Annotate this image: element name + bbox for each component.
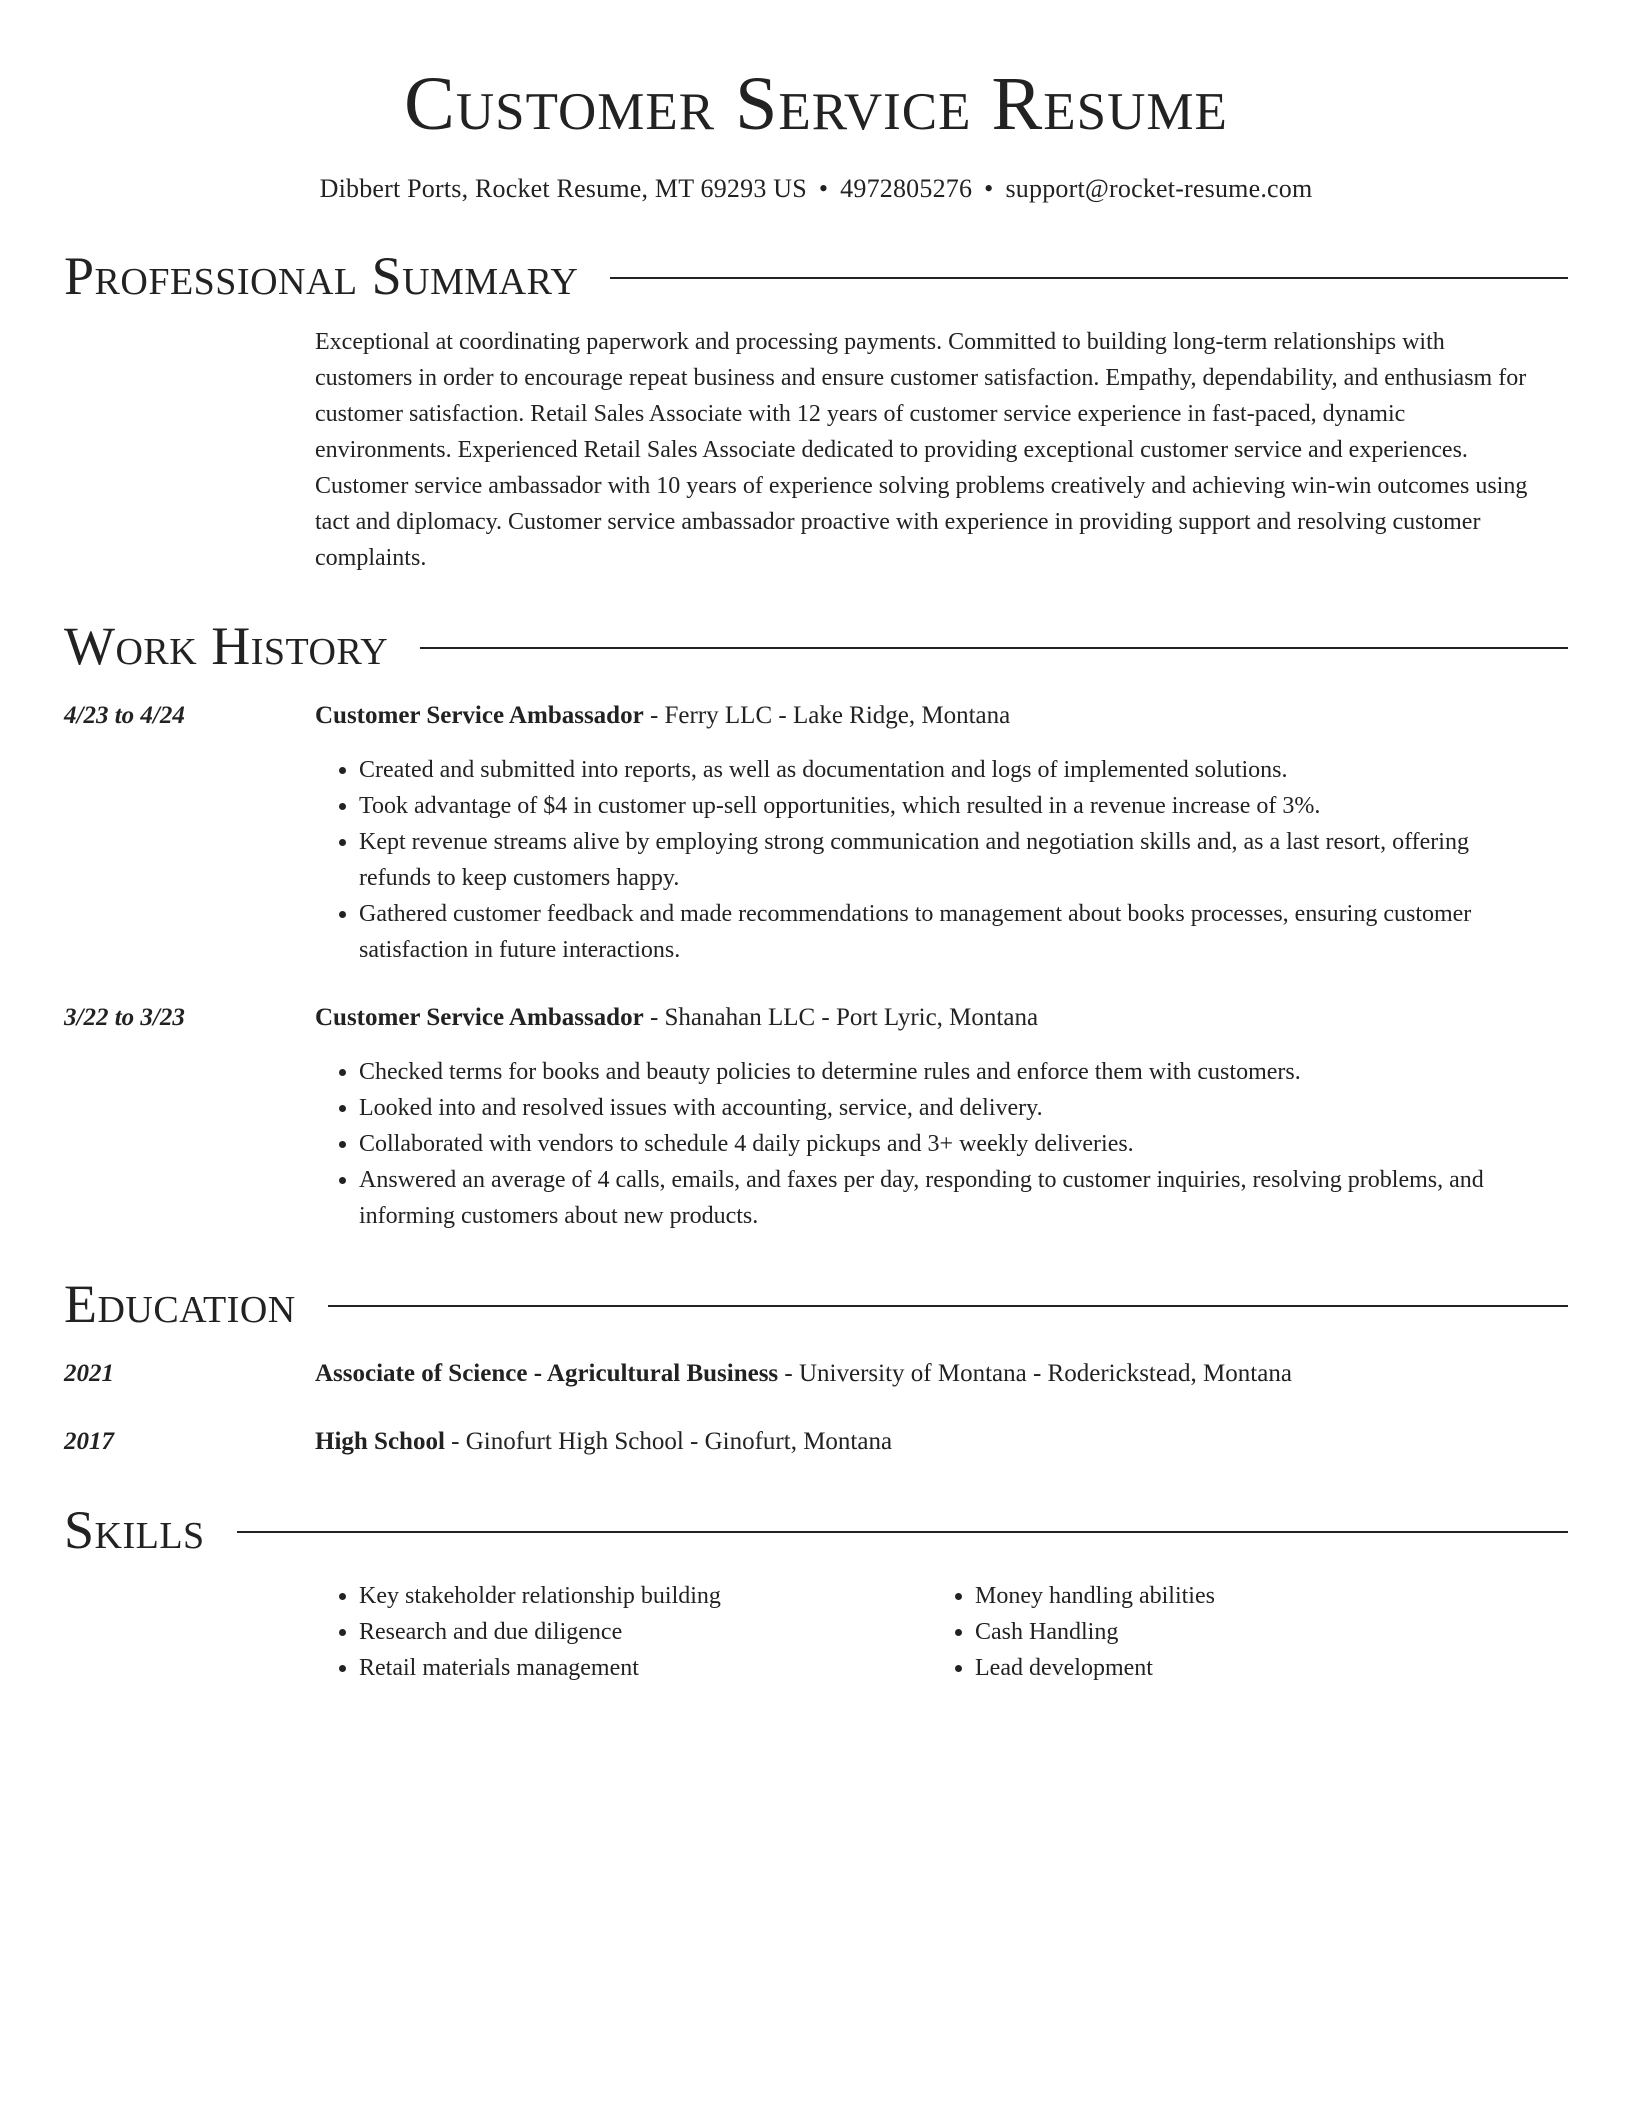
- education-year: 2021: [64, 1360, 114, 1387]
- work-section-heading: [64, 616, 1568, 676]
- education-degree: High School: [315, 1428, 445, 1455]
- education-entry: [64, 1356, 1568, 1392]
- job-header: [64, 1000, 1568, 1036]
- job-entry: [64, 1000, 1568, 1234]
- education-year: 2017: [64, 1428, 114, 1455]
- list-item: • Gathered customer feedback and made recommendations to management about books processes, ensuring customer satisfaction in future interactions.: [359, 896, 1485, 968]
- skills-list: [315, 1578, 1568, 1686]
- job-details: - Ferry LLC - Lake Ridge, Montana: [643, 702, 1011, 729]
- skills-column-right: [931, 1578, 1547, 1686]
- education-details: - University of Montana - Roderickstead, Montana: [778, 1360, 1292, 1387]
- list-item: • Checked terms for books and beauty policies to determine rules and enforce them with customers.: [359, 1054, 1485, 1090]
- list-item: • Answered an average of 4 calls, emails, and faxes per day, responding to customer inquiries, resolving problems, and informing customers about new products.: [359, 1162, 1485, 1234]
- job-bullets: [315, 1054, 1485, 1234]
- contact-phone: 4972805276: [840, 174, 973, 203]
- education-line: [315, 1424, 1568, 1460]
- summary-heading: Professional Summary: [64, 246, 579, 306]
- education-line: [315, 1356, 1568, 1392]
- list-item: • Took advantage of $4 in customer up-sell opportunities, which resulted in a revenue increase of 3%.: [359, 788, 1485, 824]
- contact-address: Dibbert Ports, Rocket Resume, MT 69293 US: [319, 174, 807, 203]
- job-details: - Shanahan LLC - Port Lyric, Montana: [643, 1004, 1039, 1031]
- resume-title: Customer Service Resume: [404, 62, 1228, 146]
- list-item: • Money handling abilities: [975, 1578, 1547, 1614]
- education-heading: Education: [64, 1274, 296, 1334]
- list-item: • Cash Handling: [975, 1614, 1547, 1650]
- job-title-line: [315, 1000, 1568, 1036]
- job-title: Customer Service Ambassador: [315, 702, 644, 729]
- list-item: • Retail materials management: [359, 1650, 931, 1686]
- education-details: - Ginofurt High School - Ginofurt, Montana: [444, 1428, 893, 1455]
- job-title-line: [315, 698, 1568, 734]
- list-item: • Lead development: [975, 1650, 1547, 1686]
- education-list: [64, 1356, 1568, 1460]
- list-item: • Research and due diligence: [359, 1614, 931, 1650]
- job-dates: 4/23 to 4/24: [64, 702, 185, 729]
- job-title: Customer Service Ambassador: [315, 1004, 644, 1031]
- contact-email: support@rocket-resume.com: [1005, 174, 1313, 203]
- work-heading: Work History: [64, 616, 389, 676]
- skills-heading: Skills: [64, 1500, 205, 1560]
- list-item: • Looked into and resolved issues with accounting, service, and delivery.: [359, 1090, 1485, 1126]
- job-bullets: [315, 752, 1485, 968]
- education-section-heading: [64, 1274, 1568, 1334]
- section-divider: [420, 647, 1568, 649]
- contact-separator: •: [984, 174, 994, 203]
- skills-section-heading: [64, 1500, 1568, 1560]
- job-entry: [64, 698, 1568, 968]
- list-item: • Kept revenue streams alive by employing strong communication and negotiation skills and, as a last resort, offering refunds to keep customers happy.: [359, 824, 1485, 896]
- list-item: • Created and submitted into reports, as well as documentation and logs of implemented solutions.: [359, 752, 1485, 788]
- education-entry: [64, 1424, 1568, 1460]
- education-degree: Associate of Science - Agricultural Business: [315, 1360, 779, 1387]
- job-dates: 3/22 to 3/23: [64, 1004, 185, 1031]
- contact-separator: •: [818, 174, 829, 203]
- summary-text: Exceptional at coordinating paperwork and processing payments. Committed to building long-term relationships with customers in order to encourage repeat business and ensure customer satisfaction. Empathy, dependability, and enthusiasm for customer satisfaction. Retail Sales Associate with 12 years of customer service experience in fast-paced, dynamic environments. Experienced Retail Sales Associate dedicated to providing exceptional customer service and experiences. Customer service ambassador with 10 years of experience solving problems creatively and achieving win-win outcomes using tact and diplomacy. Customer service ambassador proactive with experience in providing support and resolving customer complaints.: [315, 329, 1528, 571]
- contact-line: [64, 172, 1568, 206]
- job-header: [64, 698, 1568, 734]
- skills-column-left: [315, 1578, 931, 1686]
- list-item: • Key stakeholder relationship building: [359, 1578, 931, 1614]
- section-divider: [237, 1531, 1568, 1533]
- section-divider: [328, 1305, 1568, 1307]
- list-item: • Collaborated with vendors to schedule 4 daily pickups and 3+ weekly deliveries.: [359, 1126, 1485, 1162]
- summary-section-heading: [64, 246, 1568, 306]
- section-divider: [610, 277, 1568, 279]
